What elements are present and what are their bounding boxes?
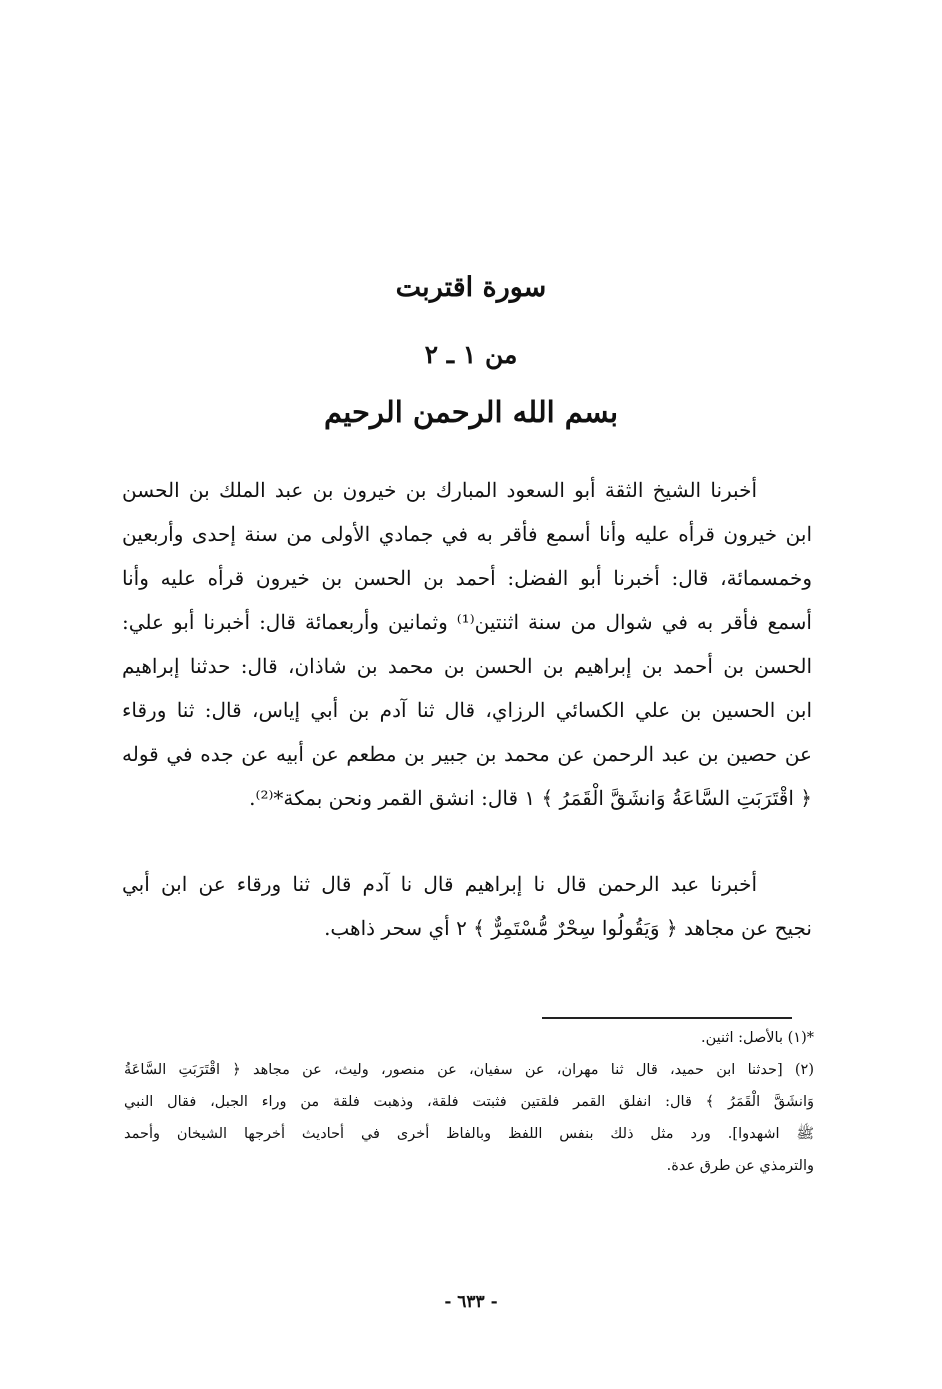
- paragraph-line: ﴿ اقْتَرَبَتِ السَّاعَةُ وَانشَقَّ الْقَمَرُ ﴾ ١ قال: انشق القمر ونحن بمكة*⁽²⁾.: [249, 786, 812, 810]
- paragraph-line: ابن الحسين بن علي الكسائي الرزاي، قال ثنا آدم بن أبي إياس، قال: ثنا ورقاء: [122, 698, 812, 722]
- paragraph-line: الحسن بن أحمد بن إبراهيم بن الحسن بن محمد بن شاذان، قال: حدثنا إبراهيم: [122, 654, 812, 678]
- paragraph-line: نجيح عن مجاهد ﴿ وَيَقُولُوا سِحْرٌ مُّسْتَمِرٌّ ﴾ ٢ أي سحر ذاهب.: [324, 916, 812, 940]
- page-number: - ٦٣٣ -: [444, 1292, 498, 1312]
- footnote-line: وَانشَقَّ الْقَمَرُ ﴾ قال: انفلق القمر فلقتين فثبتت فلقة، وذهبت فلقة من وراء الجبل، فقال النبي: [124, 1094, 814, 1110]
- paragraph-line: ابن خيرون قرأه عليه وأنا أسمع فأقر به في جمادي الأولى من سنة إحدى وأربعين: [122, 522, 812, 546]
- surah-title: سورة اقتربت: [395, 272, 547, 303]
- basmala: بسم الله الرحمن الرحيم: [323, 395, 619, 429]
- paragraph-line: وخمسمائة، قال: أخبرنا أبو الفضل: أحمد بن الحسن بن خيرون قرأه عليه وأنا: [122, 566, 812, 590]
- footnote-line: والترمذي عن طرق عدة.: [666, 1158, 814, 1174]
- paragraph-line: عن حصين بن عبد الرحمن عن محمد بن جبير بن مطعم عن أبيه عن جده في قوله: [122, 742, 812, 766]
- footnote-line: (٢) [حدثنا ابن حميد، قال ثنا مهران، عن سفيان، عن منصور، وليث، عن مجاهد ﴿ اقْتَرَبَتِ السَّاعَةُ: [124, 1062, 814, 1078]
- footnote-line: ﷺ اشهدوا]. ورد مثل ذلك بنفس اللفظ وبالفاظ أخرى في أحاديث أخرجها الشيخان وأحمد: [124, 1126, 814, 1142]
- paragraph-line: أخبرنا عبد الرحمن قال نا إبراهيم قال نا آدم قال ثنا ورقاء عن ابن أبي: [122, 872, 757, 896]
- paragraph-line: أسمع فأقر به في شوال من سنة اثنتين⁽¹⁾ وثمانين وأربعمائة قال: أخبرنا أبو علي:: [122, 610, 812, 634]
- paragraph-line: أخبرنا الشيخ الثقة أبو السعود المبارك بن خيرون بن عبد الملك بن الحسن: [122, 478, 757, 502]
- verse-range: من ١ ـ ٢: [424, 340, 518, 369]
- footnote-line: *(١) بالأصل: اثنين.: [701, 1030, 814, 1046]
- footnote-separator: [542, 1017, 792, 1019]
